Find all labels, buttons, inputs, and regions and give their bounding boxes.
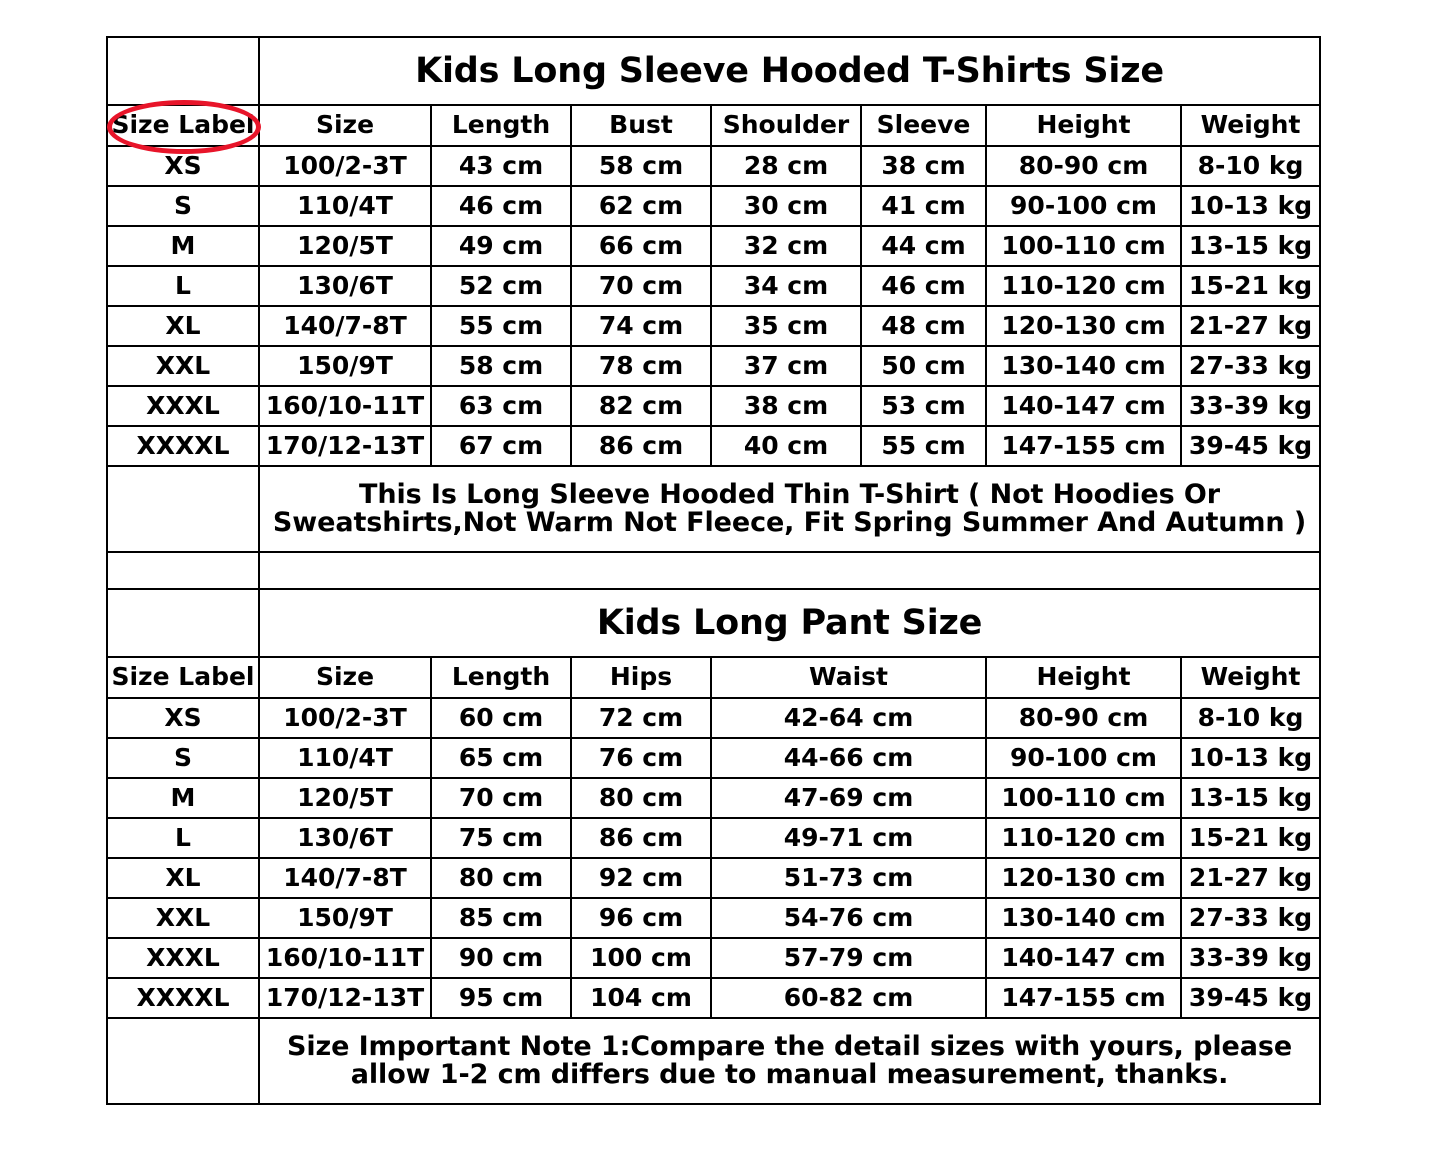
table-row — [107, 146, 1320, 186]
cell-size-label: L — [107, 818, 259, 858]
cell-size: 170/12-13T — [259, 978, 431, 1018]
cell-size-label: XS — [107, 146, 259, 186]
shirt-header-length: Length — [431, 105, 571, 146]
table-row — [107, 266, 1320, 306]
table-row — [107, 226, 1320, 266]
cell-size: 120/5T — [259, 226, 431, 266]
cell-sleeve: 41 cm — [861, 186, 986, 226]
cell-size-label: XXXXL — [107, 978, 259, 1018]
cell-size-label: M — [107, 778, 259, 818]
cell-length: 52 cm — [431, 266, 571, 306]
cell-size-label: XL — [107, 858, 259, 898]
cell-size: 130/6T — [259, 266, 431, 306]
shirt-header-height: Height — [986, 105, 1181, 146]
cell-waist: 51-73 cm — [711, 858, 986, 898]
table-row — [107, 778, 1320, 818]
cell-length: 65 cm — [431, 738, 571, 778]
shirt-header-bust: Bust — [571, 105, 711, 146]
cell-size-label: S — [107, 738, 259, 778]
cell-height: 120-130 cm — [986, 858, 1181, 898]
pant-header-length: Length — [431, 657, 571, 698]
pant-title-spacer-cell — [107, 589, 259, 657]
cell-weight: 13-15 kg — [1181, 778, 1320, 818]
table-row — [107, 738, 1320, 778]
cell-height: 147-155 cm — [986, 426, 1181, 466]
cell-waist: 54-76 cm — [711, 898, 986, 938]
table-row — [107, 306, 1320, 346]
pant-header-waist: Waist — [711, 657, 986, 698]
cell-sleeve: 50 cm — [861, 346, 986, 386]
cell-size: 110/4T — [259, 186, 431, 226]
cell-size: 170/12-13T — [259, 426, 431, 466]
pant-header-hips: Hips — [571, 657, 711, 698]
cell-weight: 33-39 kg — [1181, 386, 1320, 426]
cell-weight: 15-21 kg — [1181, 818, 1320, 858]
cell-weight: 10-13 kg — [1181, 186, 1320, 226]
spacer-cell-right — [259, 552, 1320, 589]
cell-height: 80-90 cm — [986, 146, 1181, 186]
cell-bust: 62 cm — [571, 186, 711, 226]
cell-size: 140/7-8T — [259, 858, 431, 898]
cell-length: 90 cm — [431, 938, 571, 978]
cell-shoulder: 30 cm — [711, 186, 861, 226]
shirt-title-row — [107, 37, 1320, 105]
pant-title-row — [107, 589, 1320, 657]
cell-sleeve: 55 cm — [861, 426, 986, 466]
cell-size-label: XXL — [107, 346, 259, 386]
cell-size: 100/2-3T — [259, 146, 431, 186]
cell-size: 100/2-3T — [259, 698, 431, 738]
cell-hips: 86 cm — [571, 818, 711, 858]
shirt-header-size-label: Size Label — [107, 105, 259, 146]
cell-sleeve: 48 cm — [861, 306, 986, 346]
cell-waist: 60-82 cm — [711, 978, 986, 1018]
cell-length: 58 cm — [431, 346, 571, 386]
cell-bust: 70 cm — [571, 266, 711, 306]
cell-length: 49 cm — [431, 226, 571, 266]
shirt-note-spacer-cell — [107, 466, 259, 552]
cell-length: 55 cm — [431, 306, 571, 346]
cell-waist: 57-79 cm — [711, 938, 986, 978]
cell-shoulder: 35 cm — [711, 306, 861, 346]
cell-size-label: XS — [107, 698, 259, 738]
shirt-header-weight: Weight — [1181, 105, 1320, 146]
pant-table-title: Kids Long Pant Size — [259, 589, 1320, 657]
cell-bust: 66 cm — [571, 226, 711, 266]
cell-bust: 86 cm — [571, 426, 711, 466]
cell-shoulder: 38 cm — [711, 386, 861, 426]
cell-size: 160/10-11T — [259, 386, 431, 426]
cell-waist: 47-69 cm — [711, 778, 986, 818]
cell-height: 110-120 cm — [986, 818, 1181, 858]
cell-sleeve: 44 cm — [861, 226, 986, 266]
cell-weight: 15-21 kg — [1181, 266, 1320, 306]
cell-bust: 82 cm — [571, 386, 711, 426]
pant-note-row — [107, 1018, 1320, 1104]
cell-weight: 8-10 kg — [1181, 698, 1320, 738]
cell-size: 150/9T — [259, 346, 431, 386]
pant-header-size-label: Size Label — [107, 657, 259, 698]
pant-header-size: Size — [259, 657, 431, 698]
cell-length: 70 cm — [431, 778, 571, 818]
cell-weight: 27-33 kg — [1181, 346, 1320, 386]
cell-weight: 13-15 kg — [1181, 226, 1320, 266]
cell-size: 130/6T — [259, 818, 431, 858]
cell-hips: 72 cm — [571, 698, 711, 738]
cell-bust: 58 cm — [571, 146, 711, 186]
table-row — [107, 186, 1320, 226]
shirt-disclaimer-note: This Is Long Sleeve Hooded Thin T-Shirt ( Not Hoodies Or Sweatshirts,Not Warm Not Fleece, Fit Spring Summer And Autumn ) — [259, 466, 1320, 552]
cell-length: 85 cm — [431, 898, 571, 938]
pant-header-height: Height — [986, 657, 1181, 698]
cell-hips: 104 cm — [571, 978, 711, 1018]
cell-size-label: L — [107, 266, 259, 306]
size-chart-container — [106, 36, 1319, 1105]
pant-header-row — [107, 657, 1320, 698]
cell-height: 90-100 cm — [986, 186, 1181, 226]
table-row — [107, 426, 1320, 466]
cell-height: 90-100 cm — [986, 738, 1181, 778]
cell-height: 100-110 cm — [986, 778, 1181, 818]
cell-size: 150/9T — [259, 898, 431, 938]
cell-length: 60 cm — [431, 698, 571, 738]
cell-shoulder: 34 cm — [711, 266, 861, 306]
cell-shoulder: 28 cm — [711, 146, 861, 186]
cell-size-label: XXXL — [107, 938, 259, 978]
cell-shoulder: 32 cm — [711, 226, 861, 266]
table-row — [107, 898, 1320, 938]
cell-weight: 8-10 kg — [1181, 146, 1320, 186]
cell-size-label: XXXXL — [107, 426, 259, 466]
pant-note-spacer-cell — [107, 1018, 259, 1104]
cell-size: 120/5T — [259, 778, 431, 818]
cell-size-label: S — [107, 186, 259, 226]
cell-hips: 80 cm — [571, 778, 711, 818]
cell-height: 120-130 cm — [986, 306, 1181, 346]
cell-height: 147-155 cm — [986, 978, 1181, 1018]
cell-hips: 92 cm — [571, 858, 711, 898]
shirt-header-sleeve: Sleeve — [861, 105, 986, 146]
table-row — [107, 858, 1320, 898]
cell-sleeve: 46 cm — [861, 266, 986, 306]
cell-size-label: XXL — [107, 898, 259, 938]
cell-waist: 49-71 cm — [711, 818, 986, 858]
cell-weight: 33-39 kg — [1181, 938, 1320, 978]
table-row — [107, 346, 1320, 386]
cell-length: 43 cm — [431, 146, 571, 186]
cell-height: 80-90 cm — [986, 698, 1181, 738]
cell-length: 63 cm — [431, 386, 571, 426]
cell-hips: 96 cm — [571, 898, 711, 938]
table-row — [107, 938, 1320, 978]
cell-waist: 44-66 cm — [711, 738, 986, 778]
cell-size-label: XXXL — [107, 386, 259, 426]
cell-weight: 10-13 kg — [1181, 738, 1320, 778]
shirt-header-row — [107, 105, 1320, 146]
spacer-cell-left — [107, 552, 259, 589]
cell-weight: 21-27 kg — [1181, 306, 1320, 346]
cell-weight: 21-27 kg — [1181, 858, 1320, 898]
cell-bust: 74 cm — [571, 306, 711, 346]
cell-height: 130-140 cm — [986, 898, 1181, 938]
table-row — [107, 818, 1320, 858]
cell-length: 75 cm — [431, 818, 571, 858]
shirt-title-spacer-cell — [107, 37, 259, 105]
shirt-note-row — [107, 466, 1320, 552]
cell-length: 67 cm — [431, 426, 571, 466]
table-row — [107, 698, 1320, 738]
shirt-header-size: Size — [259, 105, 431, 146]
shirt-table-title: Kids Long Sleeve Hooded T-Shirts Size — [259, 37, 1320, 105]
shirt-header-shoulder: Shoulder — [711, 105, 861, 146]
cell-size-label: XL — [107, 306, 259, 346]
cell-height: 100-110 cm — [986, 226, 1181, 266]
table-row — [107, 386, 1320, 426]
cell-weight: 39-45 kg — [1181, 426, 1320, 466]
size-chart-table — [106, 36, 1321, 1105]
cell-bust: 78 cm — [571, 346, 711, 386]
cell-hips: 100 cm — [571, 938, 711, 978]
cell-height: 130-140 cm — [986, 346, 1181, 386]
cell-waist: 42-64 cm — [711, 698, 986, 738]
cell-shoulder: 40 cm — [711, 426, 861, 466]
cell-height: 140-147 cm — [986, 938, 1181, 978]
cell-hips: 76 cm — [571, 738, 711, 778]
size-important-note: Size Important Note 1:Compare the detail sizes with yours, please allow 1-2 cm differs due to manual measurement, thanks. — [259, 1018, 1320, 1104]
cell-shoulder: 37 cm — [711, 346, 861, 386]
cell-sleeve: 53 cm — [861, 386, 986, 426]
table-row — [107, 978, 1320, 1018]
cell-size-label: M — [107, 226, 259, 266]
cell-height: 110-120 cm — [986, 266, 1181, 306]
table-spacer-row — [107, 552, 1320, 589]
cell-height: 140-147 cm — [986, 386, 1181, 426]
pant-header-weight: Weight — [1181, 657, 1320, 698]
cell-weight: 27-33 kg — [1181, 898, 1320, 938]
cell-sleeve: 38 cm — [861, 146, 986, 186]
cell-size: 160/10-11T — [259, 938, 431, 978]
cell-size: 110/4T — [259, 738, 431, 778]
cell-length: 80 cm — [431, 858, 571, 898]
cell-size: 140/7-8T — [259, 306, 431, 346]
cell-length: 46 cm — [431, 186, 571, 226]
cell-length: 95 cm — [431, 978, 571, 1018]
cell-weight: 39-45 kg — [1181, 978, 1320, 1018]
